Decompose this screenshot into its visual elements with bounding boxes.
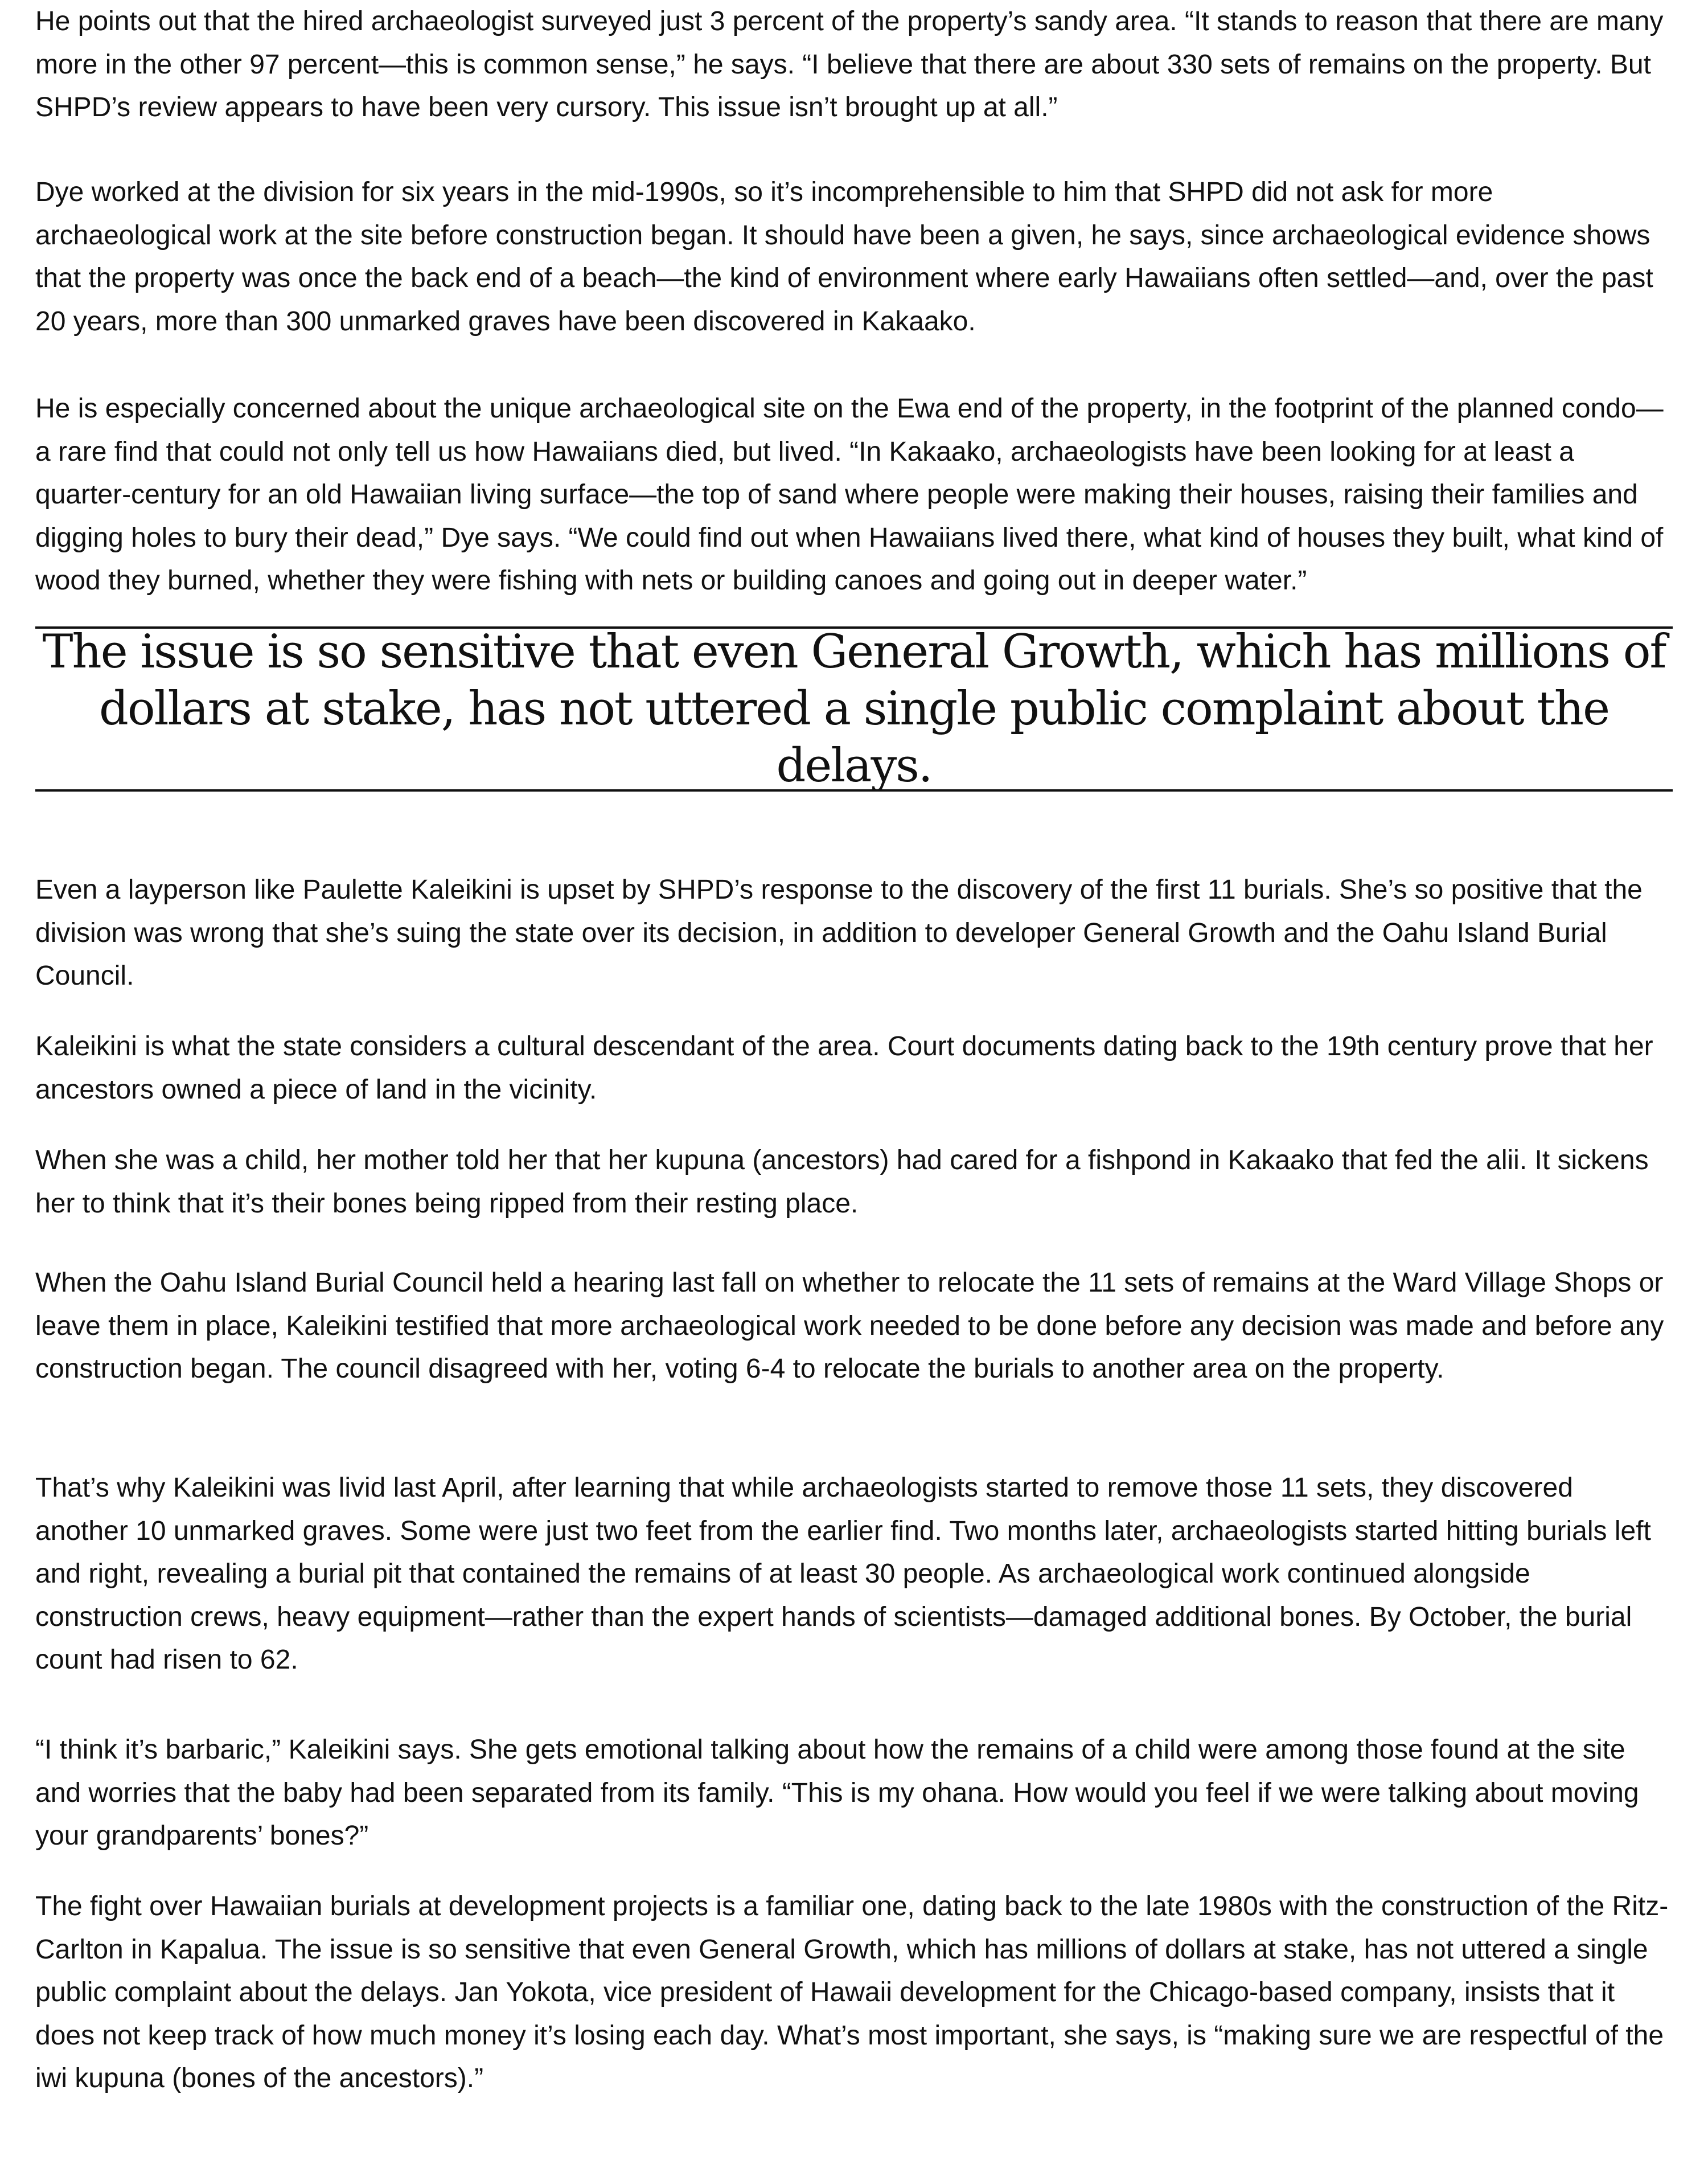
paragraph-kaleikini-suit: Even a layperson like Paulette Kaleikini is upset by SHPD’s response to the discovery of the first 11 burials. She’s so positive that the division was wrong that she’s suing the state over its decision, in addition to developer General Growth and the Oahu Island Burial Council. — [35, 875, 1643, 991]
paragraph-livid-april: That’s why Kaleikini was livid last April, after learning that while archaeologists started to remove those 11 sets, they discovered another 10 unmarked graves. Some were just two feet from the earlier find. Two months later, archaeologists started hitting burials left and right, revealing a burial pit that contained the remains of at least 30 people. As archaeological work continued alongside construction crews, heavy equipment—rather than the expert hands of scientists—damaged additional bones. By October, the burial count had risen to 62. — [35, 1473, 1651, 1675]
paragraph-ewa-site: He is especially concerned about the unique archaeological site on the Ewa end of the property, in the footprint of the planned condo—a rare find that could not only tell us how Hawaiians died, but lived. “In Kakaako, archaeologists have been looking for at least a quarter-century for an old Hawaiian living surface—the top of sand where people were making their houses, raising their families and digging holes to bury their dead,” Dye says. “We could find out when Hawaiians lived there, what kind of houses they built, what kind of wood they burned, whether they were fishing with nets or building canoes and going out in deeper water.” — [35, 394, 1664, 596]
paragraph-dye-division: Dye worked at the division for six years in the mid-1990s, so it’s incomprehensible to him that SHPD did not ask for more archaeological work at the site before construction began. It should have been a given, he says, since archaeological evidence shows that the property was once the back end of a beach—the kind of environment where early Hawaiians often settled—and, over the past 20 years, more than 300 unmarked graves have been discovered in Kakaako. — [35, 177, 1653, 337]
paragraph-survey: He points out that the hired archaeologist surveyed just 3 percent of the property’s sandy area. “It stands to reason that there are many more in the other 97 percent—this is common sense,” he says. “I believe that there are about 330 sets of remains on the property. But SHPD’s review appears to have been very cursory. This issue isn’t brought up at all.” — [35, 6, 1664, 122]
paragraph-barbaric: “I think it’s barbaric,” Kaleikini says. She gets emotional talking about how the remains of a child were among those found at the site and worries that the baby had been separated from its family. “This is my ohana. How would you feel if we were talking about moving your grandparents’ bones?” — [35, 1735, 1639, 1851]
paragraph-cultural-descendant: Kaleikini is what the state considers a cultural descendant of the area. Court documents dating back to the 19th century prove that her ancestors owned a piece of land in the vicinity. — [35, 1031, 1653, 1105]
paragraph-fishpond: When she was a child, her mother told her that her kupuna (ancestors) had cared for a fishpond in Kakaako that fed the alii. It sickens her to think that it’s their bones being ripped from their resting place. — [35, 1145, 1649, 1219]
pull-quote — [35, 626, 1673, 792]
paragraph-burial-council: When the Oahu Island Burial Council held a hearing last fall on whether to relocate the 11 sets of remains at the Ward Village Shops or leave them in place, Kaleikini testified that more archaeological work needed to be done before any decision was made and before any construction began. The council disagreed with her, voting 6-4 to relocate the burials to another area on the property. — [35, 1268, 1664, 1384]
pull-quote-text: The issue is so sensitive that even General Growth, which has millions of dollars at stake, has not uttered a single public complaint about the delays. — [42, 625, 1666, 793]
paragraph-familiar-fight: The fight over Hawaiian burials at development projects is a familiar one, dating back to the late 1980s with the construction of the Ritz-Carlton in Kapalua. The issue is so sensitive that even General Growth, which has millions of dollars at stake, has not uttered a single public complaint about the delays. Jan Yokota, vice president of Hawaii development for the Chicago-based company, insists that it does not keep track of how much money it’s losing each day. What’s most important, she says, is “making sure we are respectful of the iwi kupuna (bones of the ancestors).” — [35, 1891, 1669, 2093]
